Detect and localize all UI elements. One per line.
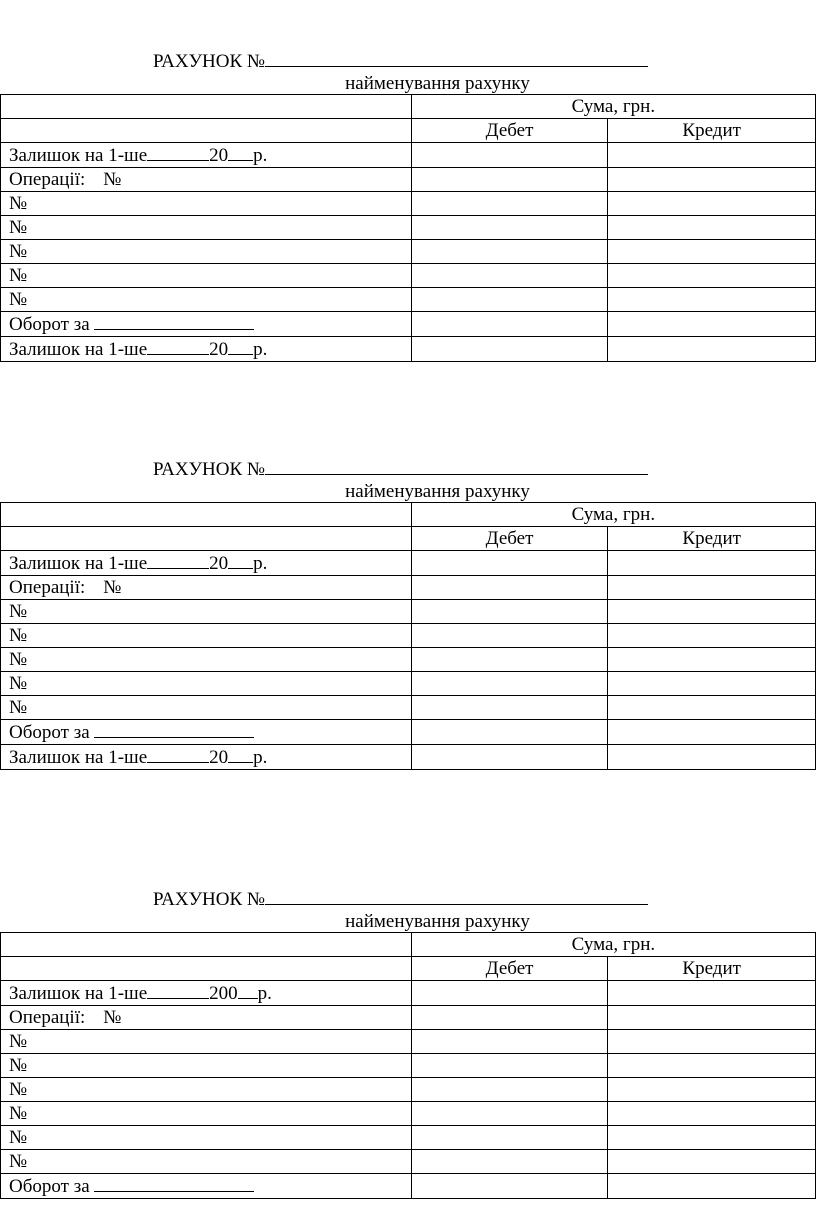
operation-row	[1, 216, 816, 240]
credit-header: Кредит	[608, 957, 816, 981]
year-blank[interactable]	[228, 143, 253, 161]
month-blank[interactable]	[147, 981, 209, 999]
operation-row	[1, 600, 816, 624]
operation-number: №	[1, 1054, 412, 1078]
debit-cell[interactable]	[411, 576, 608, 600]
operation-number: №	[1, 264, 412, 288]
closing-balance-label: Залишок на 1-ше 20 р.	[1, 745, 412, 770]
credit-cell[interactable]	[608, 1150, 816, 1174]
subheader-row	[1, 957, 816, 981]
debit-cell[interactable]	[411, 1150, 608, 1174]
account-title: РАХУНОК №	[153, 456, 648, 480]
turnover-row	[1, 1174, 816, 1199]
header-row	[1, 933, 816, 957]
debit-cell[interactable]	[411, 624, 608, 648]
turnover-label: Оборот за	[1, 720, 412, 745]
account-table	[0, 932, 816, 1199]
operation-number: №	[1, 624, 412, 648]
operation-row	[1, 624, 816, 648]
account-title: РАХУНОК №	[153, 886, 648, 910]
debit-cell[interactable]	[411, 216, 608, 240]
operations-row	[1, 168, 816, 192]
operation-number: №	[1, 1030, 412, 1054]
debit-cell[interactable]	[411, 600, 608, 624]
credit-cell[interactable]	[608, 1054, 816, 1078]
credit-cell[interactable]	[608, 600, 816, 624]
operation-row	[1, 240, 816, 264]
debit-cell[interactable]	[411, 1006, 608, 1030]
debit-cell[interactable]	[411, 312, 608, 337]
credit-cell[interactable]	[608, 312, 816, 337]
credit-cell[interactable]	[608, 1078, 816, 1102]
operation-number: №	[1, 1150, 412, 1174]
credit-cell[interactable]	[608, 648, 816, 672]
credit-cell[interactable]	[608, 1174, 816, 1199]
debit-cell[interactable]	[411, 745, 608, 770]
credit-cell[interactable]	[608, 143, 816, 168]
turnover-row	[1, 312, 816, 337]
credit-header: Кредит	[608, 119, 816, 143]
operation-number: №	[1, 1078, 412, 1102]
debit-cell[interactable]	[411, 1078, 608, 1102]
opening-balance-label: Залишок на 1-ше 20 р.	[1, 551, 412, 576]
account-title: РАХУНОК №	[153, 48, 648, 72]
header-blank	[1, 95, 412, 119]
debit-cell[interactable]	[411, 672, 608, 696]
operation-number: №	[1, 288, 412, 312]
opening-balance-row	[1, 551, 816, 576]
debit-cell[interactable]	[411, 168, 608, 192]
subheader-blank	[1, 527, 412, 551]
year-blank[interactable]	[228, 337, 253, 355]
operation-number: №	[1, 696, 412, 720]
operation-row	[1, 288, 816, 312]
debit-header: Дебет	[411, 957, 608, 981]
subheader-row	[1, 119, 816, 143]
account-number-blank[interactable]	[265, 886, 648, 905]
debit-cell[interactable]	[411, 720, 608, 745]
operation-row	[1, 672, 816, 696]
closing-balance-row	[1, 745, 816, 770]
credit-cell[interactable]	[608, 672, 816, 696]
credit-cell[interactable]	[608, 576, 816, 600]
opening-balance-row	[1, 143, 816, 168]
opening-balance-label: Залишок на 1-ше 200 р.	[1, 981, 412, 1006]
period-blank[interactable]	[94, 312, 254, 330]
turnover-label: Оборот за	[1, 312, 412, 337]
header-blank	[1, 933, 412, 957]
debit-cell[interactable]	[411, 1054, 608, 1078]
period-blank[interactable]	[94, 720, 254, 738]
subheader-row	[1, 527, 816, 551]
credit-cell[interactable]	[608, 240, 816, 264]
account-name-caption: найменування рахунку	[345, 73, 530, 94]
sum-header: Сума, грн.	[411, 933, 815, 957]
credit-cell[interactable]	[608, 745, 816, 770]
debit-header: Дебет	[411, 119, 608, 143]
account-name-caption: найменування рахунку	[345, 481, 530, 502]
debit-header: Дебет	[411, 527, 608, 551]
operation-row	[1, 192, 816, 216]
operation-row	[1, 648, 816, 672]
credit-cell[interactable]	[608, 720, 816, 745]
credit-cell[interactable]	[608, 1126, 816, 1150]
header-row	[1, 503, 816, 527]
opening-balance-row	[1, 981, 816, 1006]
operations-label: Операції: №	[1, 168, 412, 192]
operations-label: Операції: №	[1, 576, 412, 600]
operation-number: №	[1, 672, 412, 696]
credit-cell[interactable]	[608, 1006, 816, 1030]
debit-cell[interactable]	[411, 696, 608, 720]
account-number-blank[interactable]	[265, 456, 648, 475]
year-blank[interactable]	[228, 745, 253, 763]
operation-number: №	[1, 1102, 412, 1126]
credit-cell[interactable]	[608, 1030, 816, 1054]
credit-cell[interactable]	[608, 264, 816, 288]
year-blank[interactable]	[228, 551, 253, 569]
debit-cell[interactable]	[411, 288, 608, 312]
subheader-blank	[1, 957, 412, 981]
period-blank[interactable]	[94, 1174, 254, 1192]
operations-row	[1, 1006, 816, 1030]
operations-label: Операції: №	[1, 1006, 412, 1030]
subheader-blank	[1, 119, 412, 143]
closing-balance-row	[1, 337, 816, 362]
account-table	[0, 502, 816, 770]
debit-cell[interactable]	[411, 1030, 608, 1054]
credit-header: Кредит	[608, 527, 816, 551]
closing-balance-label: Залишок на 1-ше 20 р.	[1, 337, 412, 362]
operation-number: №	[1, 240, 412, 264]
operation-number: №	[1, 192, 412, 216]
credit-cell[interactable]	[608, 551, 816, 576]
operation-row	[1, 1126, 816, 1150]
turnover-label: Оборот за	[1, 1174, 412, 1199]
debit-cell[interactable]	[411, 1126, 608, 1150]
header-row	[1, 95, 816, 119]
debit-cell[interactable]	[411, 1174, 608, 1199]
debit-cell[interactable]	[411, 551, 608, 576]
operation-row	[1, 1030, 816, 1054]
operation-row	[1, 264, 816, 288]
credit-cell[interactable]	[608, 168, 816, 192]
operation-number: №	[1, 1126, 412, 1150]
month-blank[interactable]	[147, 337, 209, 355]
account-table	[0, 94, 816, 362]
account-name-caption: найменування рахунку	[345, 911, 530, 932]
operation-number: №	[1, 600, 412, 624]
debit-cell[interactable]	[411, 240, 608, 264]
header-blank	[1, 503, 412, 527]
credit-cell[interactable]	[608, 288, 816, 312]
credit-cell[interactable]	[608, 981, 816, 1006]
operation-number: №	[1, 216, 412, 240]
credit-cell[interactable]	[608, 192, 816, 216]
account-number-blank[interactable]	[265, 48, 648, 67]
sum-header: Сума, грн.	[411, 95, 815, 119]
month-blank[interactable]	[147, 745, 209, 763]
operation-row	[1, 1078, 816, 1102]
turnover-row	[1, 720, 816, 745]
credit-cell[interactable]	[608, 337, 816, 362]
debit-cell[interactable]	[411, 337, 608, 362]
debit-cell[interactable]	[411, 143, 608, 168]
operations-row	[1, 576, 816, 600]
debit-cell[interactable]	[411, 192, 608, 216]
debit-cell[interactable]	[411, 981, 608, 1006]
month-blank[interactable]	[147, 143, 209, 161]
credit-cell[interactable]	[608, 696, 816, 720]
year-blank[interactable]	[238, 981, 258, 999]
credit-cell[interactable]	[608, 624, 816, 648]
debit-cell[interactable]	[411, 1102, 608, 1126]
sum-header: Сума, грн.	[411, 503, 815, 527]
operation-number: №	[1, 648, 412, 672]
operation-row	[1, 1102, 816, 1126]
operation-row	[1, 696, 816, 720]
operation-row	[1, 1150, 816, 1174]
credit-cell[interactable]	[608, 216, 816, 240]
month-blank[interactable]	[147, 551, 209, 569]
opening-balance-label: Залишок на 1-ше 20 р.	[1, 143, 412, 168]
operation-row	[1, 1054, 816, 1078]
debit-cell[interactable]	[411, 264, 608, 288]
debit-cell[interactable]	[411, 648, 608, 672]
credit-cell[interactable]	[608, 1102, 816, 1126]
